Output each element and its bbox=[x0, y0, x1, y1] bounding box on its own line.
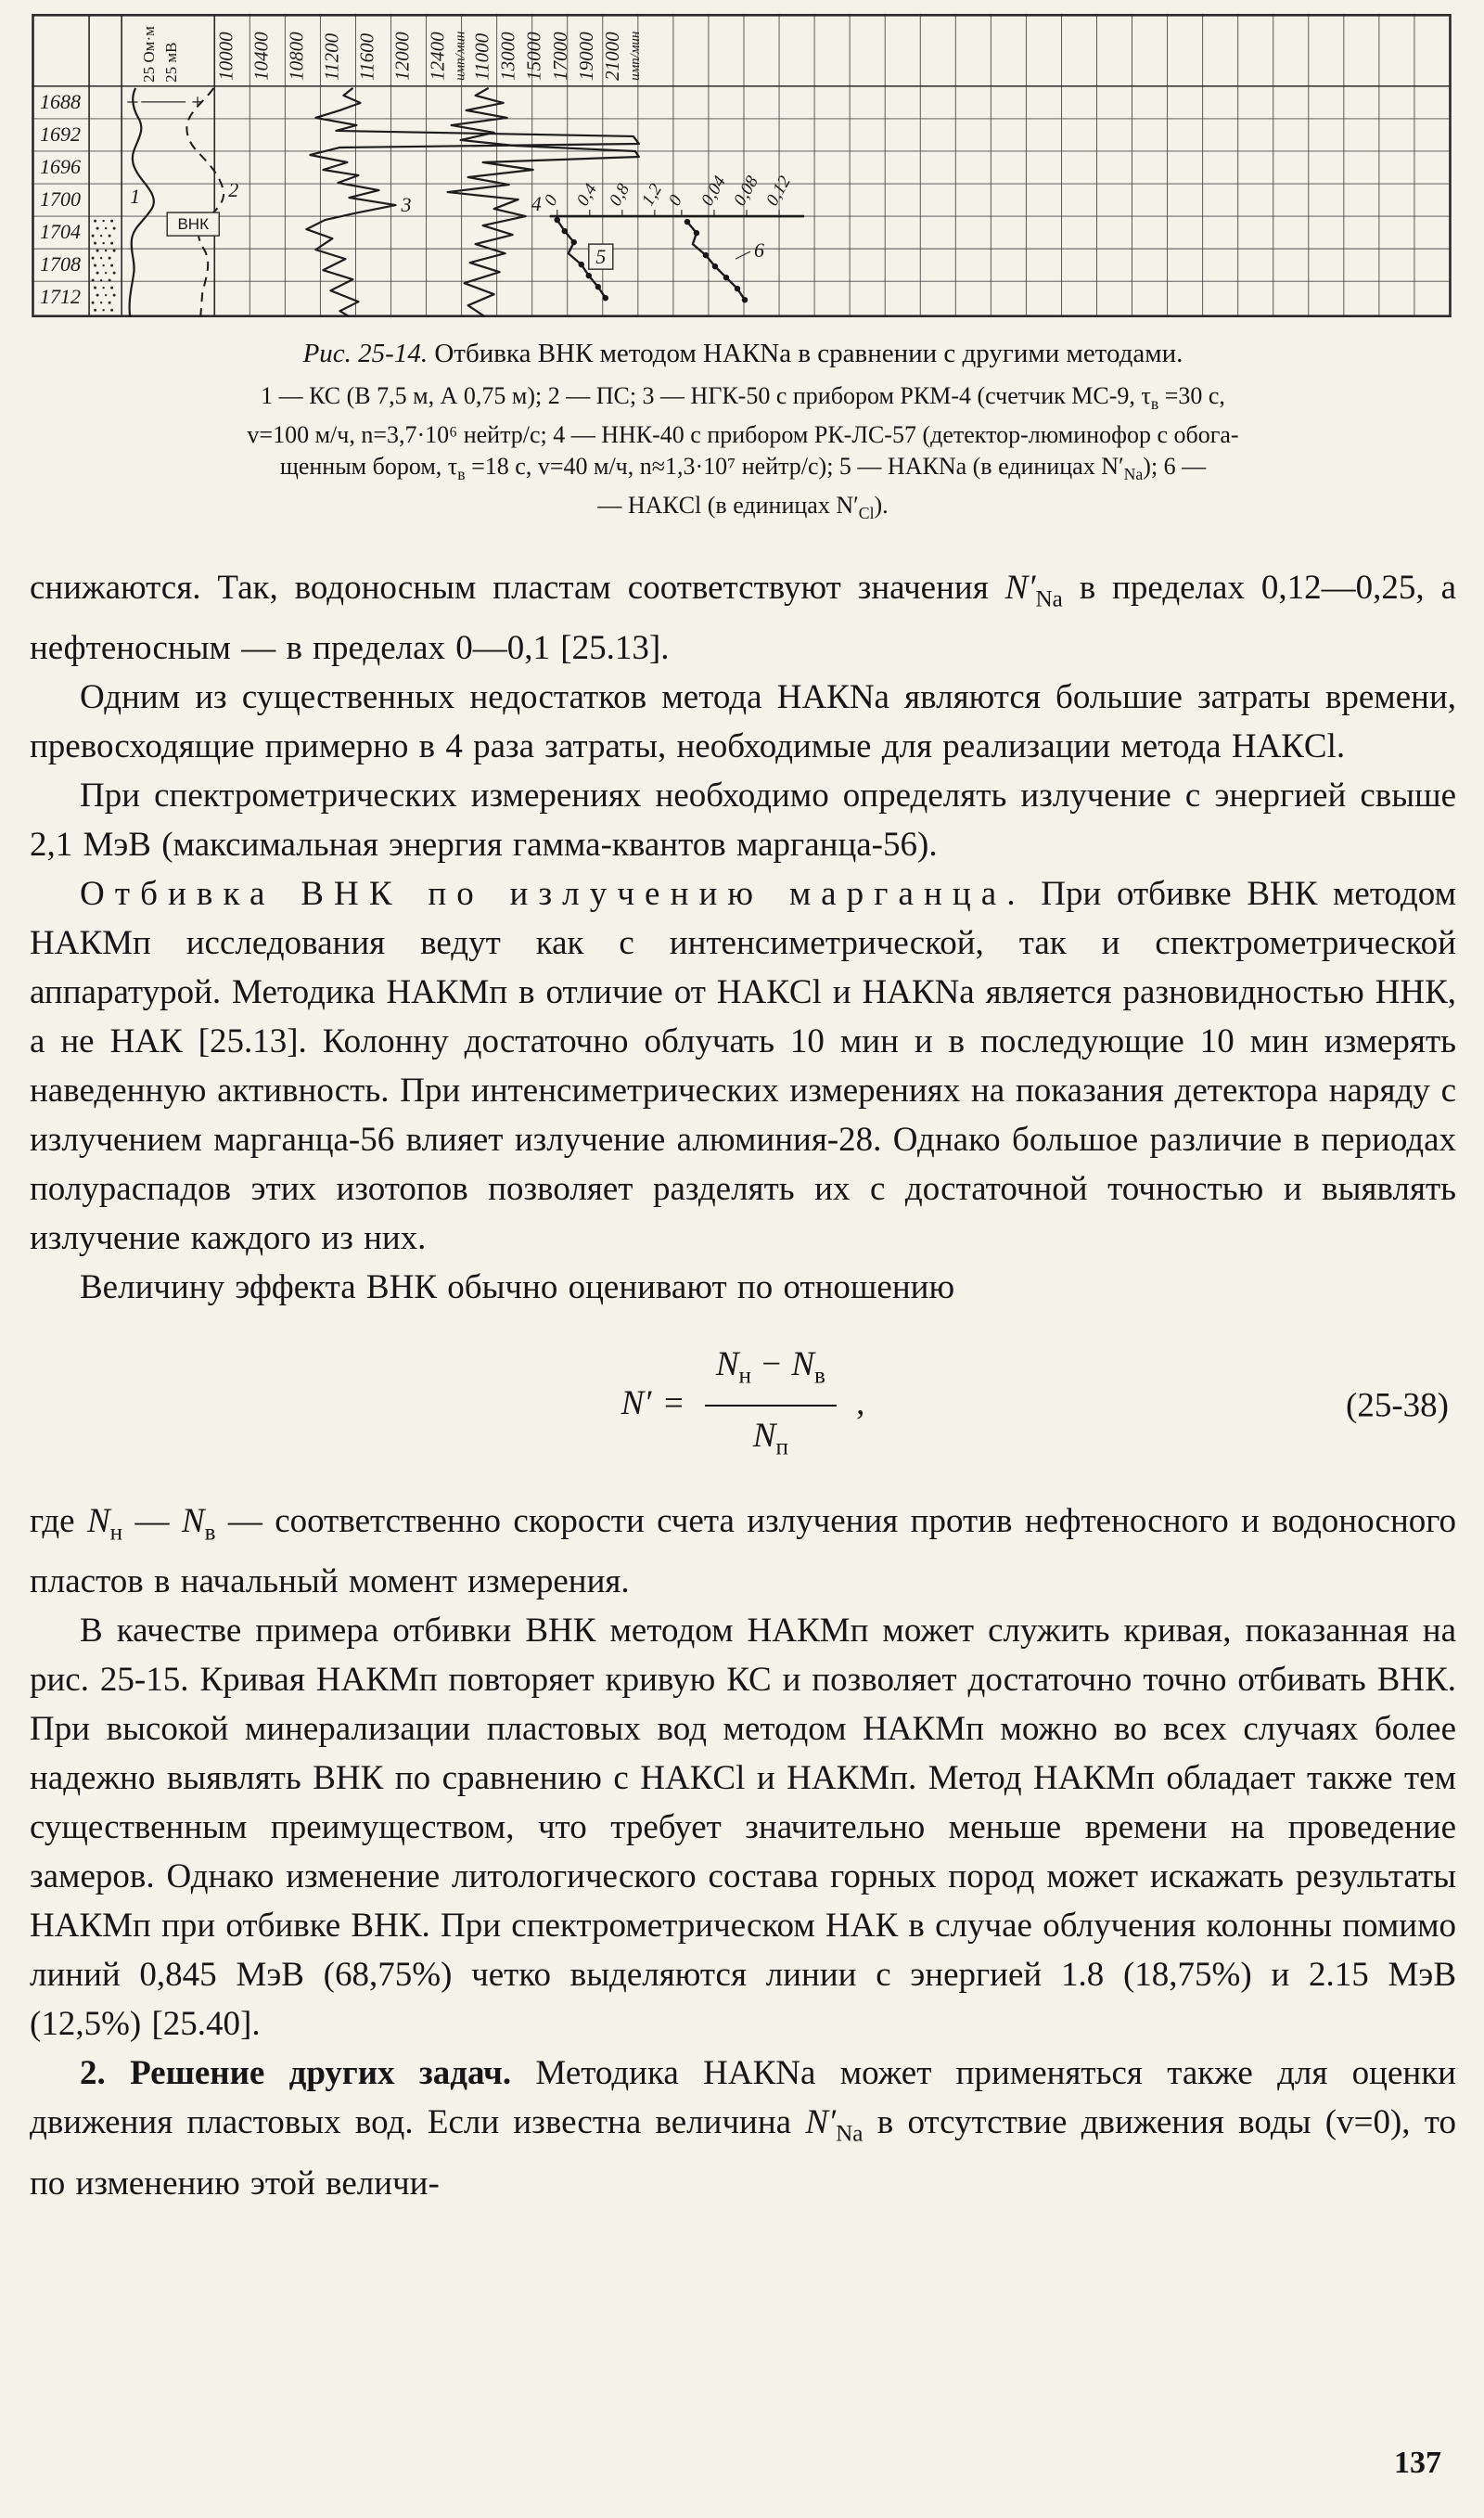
text-run: =18 с, v=40 м/ч, n≈1,3·10⁷ нейтр/с); 5 — НАКNa (в единицах N′ bbox=[465, 453, 1124, 481]
paragraph: Одним из существенных недостатков метода НАКNa являются большие затраты времени, превосходящие примерно в 4 раза затраты, необходимые для реализации метода НАКCl. bbox=[30, 677, 1456, 765]
curve-label-2: 2 bbox=[228, 178, 239, 202]
text-run: — соответственно скорости счета излучения против нефтеносного и водоносного пластов в начальный момент измерения. bbox=[30, 1501, 1457, 1601]
variable: N bbox=[86, 1501, 110, 1540]
header-value: 11200 bbox=[320, 32, 343, 81]
header-value: 13000 bbox=[496, 32, 519, 81]
text-run: в отсутствие движения воды (v=0), то по изменению этой величи- bbox=[30, 2103, 1456, 2203]
text-run: ); 6 — bbox=[1143, 453, 1207, 481]
vnk-marker-label: ВНК bbox=[177, 215, 210, 234]
subscript: в bbox=[1150, 394, 1159, 414]
resistivity-scale-label: 25 Ом·м bbox=[140, 26, 159, 83]
curve-label-6-leader bbox=[736, 251, 750, 259]
numerator bbox=[705, 1340, 837, 1407]
header-value: 15000 bbox=[522, 32, 545, 81]
subscript: Na bbox=[1123, 465, 1144, 484]
body-text bbox=[30, 563, 1456, 2208]
scale5-tick-label: 0 bbox=[540, 191, 562, 210]
scale5-tick-label: 0,4 bbox=[572, 180, 602, 210]
well-log-chart bbox=[32, 13, 1452, 321]
text-run: в пределах 0,12—0,25, а нефтеносным — в пределах 0—0,1 [25.13]. bbox=[30, 568, 1456, 667]
data-point bbox=[694, 230, 699, 236]
text-run: — bbox=[122, 1501, 182, 1540]
curve-label-1: 1 bbox=[130, 185, 141, 209]
text-run: снижаются. Так, водоносным пластам соответствуют значения bbox=[30, 568, 1005, 607]
formula-lhs: N′ = bbox=[620, 1383, 685, 1422]
punctuation: , bbox=[856, 1383, 865, 1422]
emphasized-heading: Отбивка ВНК по излучению марганца. bbox=[80, 874, 1026, 913]
variable: N bbox=[715, 1344, 739, 1383]
text-run: щенным бором, τ bbox=[279, 453, 458, 481]
text-run: где bbox=[30, 1501, 87, 1540]
text-run: ). bbox=[874, 492, 889, 520]
figure-number: Рис. 25-14. bbox=[302, 339, 429, 368]
plus-sign: + bbox=[191, 90, 204, 115]
subscript: Cl bbox=[858, 504, 875, 523]
data-point bbox=[586, 273, 592, 278]
caption-line bbox=[57, 419, 1429, 451]
subscript: п bbox=[775, 1434, 788, 1460]
variable: N bbox=[181, 1501, 205, 1540]
data-point bbox=[742, 297, 748, 302]
depth-label: 1708 bbox=[40, 252, 82, 276]
sp-scale-label: 25 мВ bbox=[162, 42, 181, 83]
operator: − bbox=[750, 1344, 792, 1383]
header-units: имп/мин bbox=[627, 31, 643, 81]
data-point bbox=[603, 295, 608, 301]
curve-ps bbox=[186, 88, 224, 316]
denominator bbox=[705, 1407, 837, 1471]
data-point bbox=[703, 252, 709, 258]
grid-lines bbox=[32, 14, 1451, 316]
header-value: 11600 bbox=[355, 32, 378, 81]
subscript: н bbox=[738, 1363, 751, 1389]
subscript: в bbox=[457, 465, 466, 484]
paragraph bbox=[30, 1497, 1456, 1606]
curve-label-5: 5 bbox=[595, 245, 607, 269]
depth-label: 1712 bbox=[40, 285, 82, 309]
scale6-tick-label: 0,08 bbox=[730, 173, 762, 210]
text-run: 1 — КС (В 7,5 м, А 0,75 м); 2 — ПС; 3 — НГК-50 с прибором РКМ-4 (счетчик МС-9, τ bbox=[261, 382, 1151, 409]
header-value: 10000 bbox=[214, 32, 237, 81]
minus-sign: − bbox=[126, 90, 139, 115]
variable: N′ bbox=[805, 2103, 837, 2142]
scale6-tick-label: 0 bbox=[665, 191, 686, 210]
variable: N bbox=[752, 1417, 776, 1456]
paragraph bbox=[30, 869, 1456, 1263]
figure-caption bbox=[57, 339, 1429, 530]
depth-label: 1688 bbox=[40, 89, 82, 113]
curve-label-4: 4 bbox=[531, 192, 542, 216]
paragraph bbox=[30, 2049, 1456, 2207]
header-value: 12400 bbox=[426, 32, 449, 81]
depth-label: 1704 bbox=[40, 220, 82, 244]
text-run: =30 с, bbox=[1158, 382, 1225, 409]
scale5-tick-label: 1,2 bbox=[638, 180, 667, 210]
header-value: 19000 bbox=[574, 32, 597, 81]
depth-label: 1700 bbox=[40, 187, 82, 212]
subscript: н bbox=[109, 1520, 123, 1546]
data-point bbox=[595, 284, 601, 289]
subscript: Na bbox=[1035, 585, 1063, 611]
data-point bbox=[684, 219, 690, 225]
page-number: 137 bbox=[1394, 2446, 1441, 2480]
header-value: 10800 bbox=[285, 32, 308, 81]
curve-label-3: 3 bbox=[401, 193, 412, 217]
data-point bbox=[712, 263, 718, 269]
header-value: 11000 bbox=[470, 32, 493, 81]
paragraph bbox=[30, 563, 1456, 673]
scale5-tick-label: 0,8 bbox=[605, 180, 634, 210]
text-run: — НАКCl (в единицах N′ bbox=[597, 492, 859, 520]
text-run: При отбивке ВНК методом НАКМп исследования ведут как с интенсиметрической, так и спектрометрической аппаратурой. Методика НАКМп в отличие от НАКCl и НАКNa является разновидностью ННК, а не НАК [25.13]. Колонну достаточно облучать 10 мин и в последующие 10 мин измерять наведенную активность. При интенсиметрических измерениях на показания детектора наряду с излучением марганца-56 влияет излучение алюминия-28. Однако большое различие в периодах полураспадов этих изотопов позволяет разделять их с достаточной точностью и выявлять излучение каждого из них. bbox=[30, 874, 1456, 1257]
paragraph: В качестве примера отбивки ВНК методом НАКМп может служить кривая, показанная на рис. 25-15. Кривая НАКМп повторяет кривую КС и позволяет достаточно точно отбивать ВНК. При высокой минерализации пластовых вод методом НАКМп можно во всех случаях более надежно выявлять ВНК по сравнению с НАКCl и НАКМп. Метод НАКМп обладает также тем существенным преимуществом, что требует значительно меньше времени на проведение замеров. Однако изменение литологического состава горных пород может искажать результаты НАКМп при отбивке ВНК. При спектрометрическом НАК в случае облучения колонны помимо линий 0,845 МэВ (68,75%) четко выделяются линии с энергией 1.8 (18,75%) и 2.15 МэВ (12,5%) [25.40]. bbox=[30, 1612, 1456, 2044]
text-run: Методика НАКNa может применяться также для оценки движения пластовых вод. Если известна величина bbox=[30, 2054, 1456, 2142]
lithology-hatch bbox=[92, 220, 116, 312]
header-value: 21000 bbox=[600, 32, 623, 81]
caption-line bbox=[57, 451, 1429, 490]
text-run: v=100 м/ч, n=3,7·10⁶ нейтр/с; 4 — ННК-40 с прибором РК-ЛС-57 (детектор-люминофор с обога- bbox=[247, 421, 1239, 449]
scale6-tick-label: 0,04 bbox=[697, 173, 730, 210]
paragraph-lead: 2. Решение других задач. bbox=[80, 2054, 512, 2093]
paragraph: При спектрометрических измерениях необходимо определять излучение с энергией свыше 2,1 МэВ (максимальная энергия гамма-квантов марганца-56). bbox=[30, 776, 1456, 864]
data-point bbox=[579, 262, 584, 267]
scale6-tick-label: 0,12 bbox=[762, 173, 796, 210]
depth-label: 1696 bbox=[40, 155, 82, 179]
subscript: в bbox=[814, 1363, 825, 1389]
curve-label-6: 6 bbox=[754, 238, 765, 263]
data-point bbox=[723, 275, 729, 280]
subscript: Na bbox=[836, 2121, 864, 2147]
data-point bbox=[571, 239, 577, 245]
equation-number: (25-38) bbox=[1346, 1386, 1449, 1425]
caption-title bbox=[57, 339, 1429, 369]
figure-25-14 bbox=[32, 13, 1456, 326]
caption-line bbox=[57, 380, 1429, 419]
header-value: 10400 bbox=[249, 32, 273, 81]
data-point bbox=[735, 286, 740, 291]
header-value: 17000 bbox=[548, 32, 571, 81]
data-point bbox=[555, 217, 560, 223]
variable: N′ bbox=[1004, 568, 1036, 607]
fraction bbox=[705, 1340, 837, 1472]
caption-title-text: Отбивка ВНК методом НАКNa в сравнении с другими методами. bbox=[428, 339, 1183, 368]
subscript: в bbox=[204, 1520, 216, 1546]
header-units: имп/мин bbox=[453, 31, 468, 81]
paragraph: Величину эффекта ВНК обычно оценивают по отношению bbox=[80, 1267, 955, 1306]
equation-25-38 bbox=[30, 1340, 1456, 1472]
variable: N bbox=[791, 1344, 815, 1383]
header-value: 12000 bbox=[390, 32, 414, 81]
data-point bbox=[562, 228, 568, 234]
depth-label: 1692 bbox=[40, 122, 82, 146]
caption-line bbox=[57, 490, 1429, 529]
